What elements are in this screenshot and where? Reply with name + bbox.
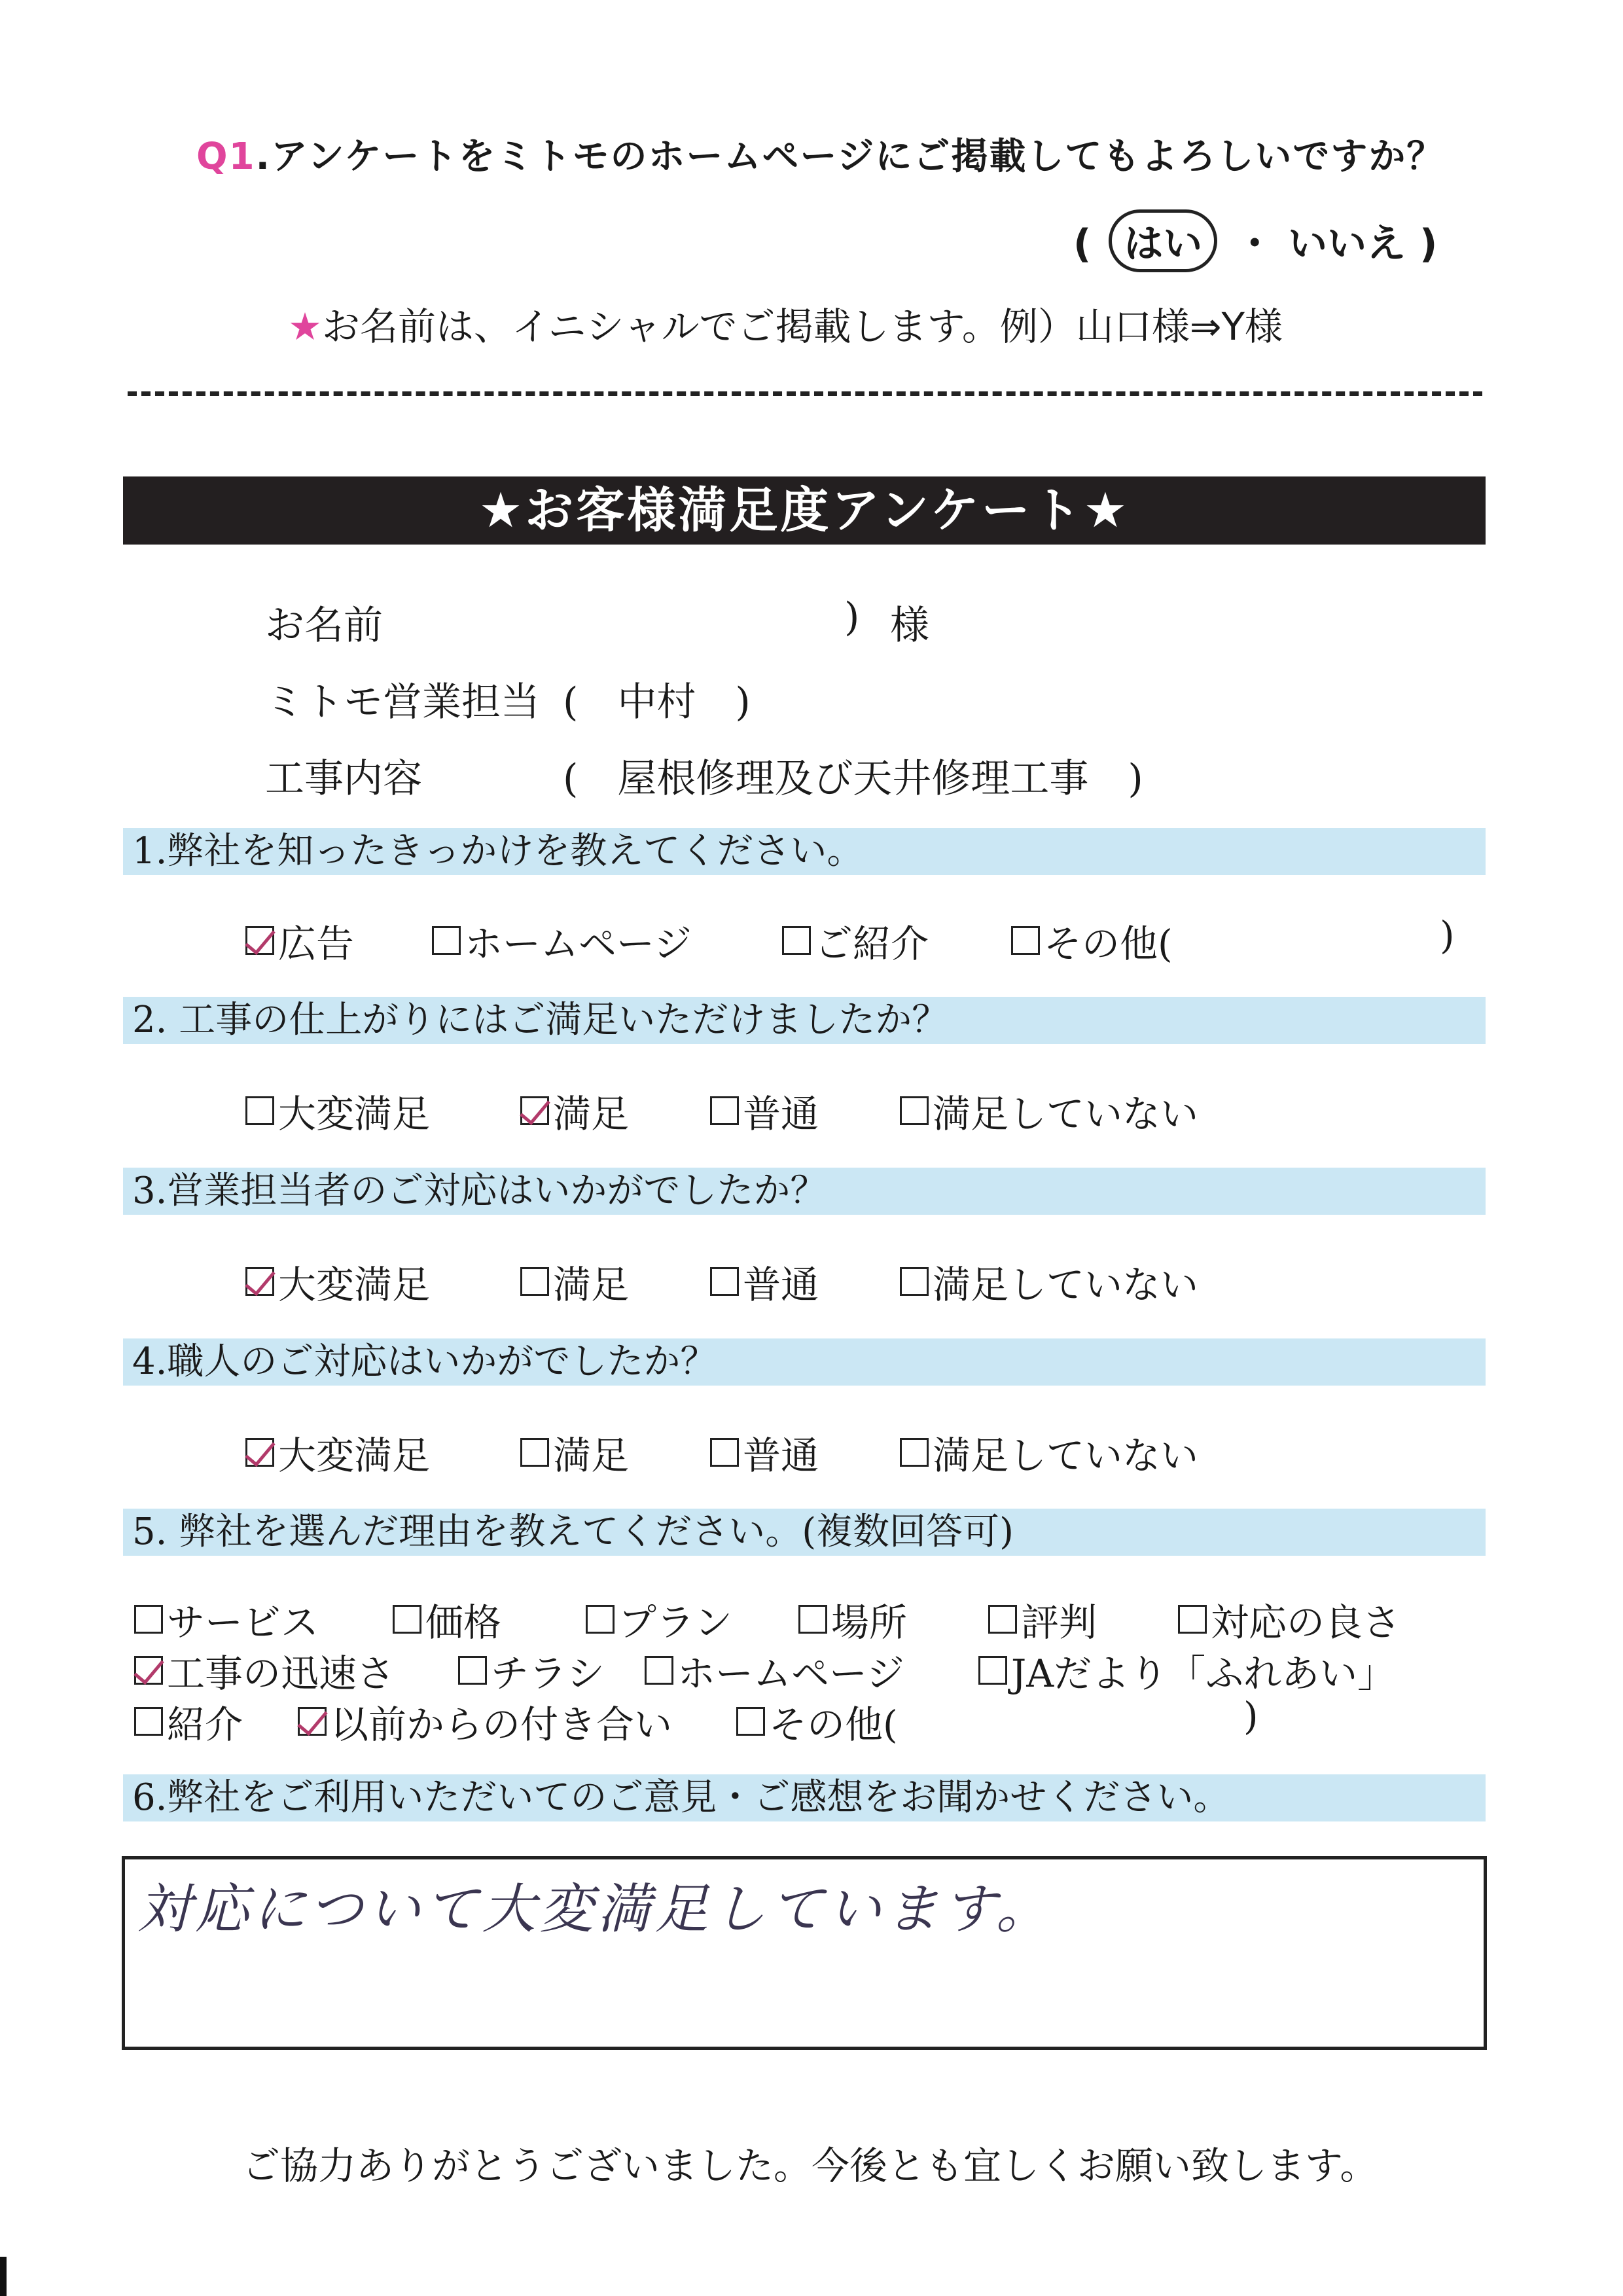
option-label: プラン	[618, 1600, 733, 1645]
option-label: ご紹介	[815, 922, 929, 966]
option-label: 評判	[1021, 1600, 1097, 1645]
option-label: サービス	[167, 1600, 319, 1645]
checkbox-checked[interactable]	[245, 1438, 274, 1467]
work-label: 工事内容	[265, 756, 422, 802]
q1-question	[196, 128, 1444, 180]
q1-separator: ・	[1235, 221, 1275, 267]
q1-close-paren: )	[1419, 221, 1438, 267]
q1-number: Q1	[196, 135, 256, 178]
q5-option-good-service[interactable]	[1178, 1592, 1400, 1647]
checkbox[interactable]	[710, 1096, 739, 1125]
checkbox-checked[interactable]	[245, 1267, 274, 1296]
option-label: 満足	[553, 1092, 630, 1136]
checkbox-checked[interactable]	[298, 1707, 327, 1736]
q5-option-price[interactable]	[393, 1592, 501, 1647]
cut-line	[128, 391, 1482, 396]
q5-option-referral[interactable]	[134, 1694, 243, 1749]
checkbox[interactable]	[710, 1267, 739, 1296]
checkbox[interactable]	[900, 1096, 929, 1125]
checkbox[interactable]	[798, 1605, 827, 1634]
checkbox[interactable]	[710, 1438, 739, 1467]
q5-option-location[interactable]	[798, 1592, 907, 1647]
q1-option-other[interactable]	[1011, 913, 1173, 968]
staff-value: ( 中村 )	[563, 679, 751, 725]
q1-no-option[interactable]: いいえ	[1288, 221, 1406, 267]
scan-edge-mark	[0, 2257, 7, 2296]
q5-option-speed[interactable]	[134, 1643, 395, 1698]
checkbox[interactable]	[134, 1707, 163, 1736]
option-label: 以前からの付き合い	[330, 1702, 673, 1747]
checkbox[interactable]	[586, 1605, 615, 1634]
option-label: 工事の迅速さ	[167, 1651, 395, 1696]
q3-option-not-satisfied[interactable]	[900, 1254, 1198, 1309]
q1-yes-option[interactable]: はい	[1109, 209, 1217, 272]
question-5: 5. 弊社を選んだ理由を教えてください。(複数回答可)	[123, 1509, 1486, 1556]
thank-you-message: ご協力ありがとうございました。今後とも宜しくお願い致します。	[242, 2144, 1378, 2188]
checkbox-checked[interactable]	[520, 1096, 549, 1125]
checkbox[interactable]	[520, 1438, 549, 1467]
q3-option-very-satisfied[interactable]	[245, 1254, 430, 1309]
checkbox[interactable]	[432, 926, 461, 955]
q5-other-close: )	[1243, 1694, 1258, 1738]
q1-text: .アンケートをミトモのホームページにご掲載してもよろしいですか？	[255, 135, 1445, 178]
checkbox[interactable]	[645, 1656, 673, 1685]
initials-note	[288, 296, 1283, 351]
q4-option-satisfied[interactable]	[520, 1425, 629, 1480]
checkbox[interactable]	[458, 1656, 487, 1685]
checkbox[interactable]	[245, 1096, 274, 1125]
q5-option-service[interactable]	[134, 1592, 319, 1647]
checkbox[interactable]	[988, 1605, 1017, 1634]
q1-option-homepage[interactable]	[432, 913, 692, 968]
q1-option-referral[interactable]	[782, 913, 929, 968]
option-label: 満足していない	[933, 1433, 1199, 1478]
option-label: 大変満足	[278, 1092, 431, 1136]
checkbox[interactable]	[900, 1267, 929, 1296]
q5-option-homepage[interactable]	[645, 1643, 904, 1698]
q5-option-flyer[interactable]	[458, 1643, 605, 1698]
option-label: 満足	[553, 1433, 630, 1478]
option-label: 広告	[278, 922, 355, 966]
checkbox[interactable]	[520, 1267, 549, 1296]
option-label: 対応の良さ	[1211, 1600, 1401, 1645]
option-label: 場所	[831, 1600, 908, 1645]
q1-other-close: )	[1440, 913, 1455, 958]
option-label: チラシ	[491, 1651, 605, 1696]
q5-option-plan[interactable]	[586, 1592, 732, 1647]
option-label: ホームページ	[465, 922, 692, 966]
survey-title: ★お客様満足度アンケート★	[123, 476, 1486, 545]
checkbox[interactable]	[736, 1707, 765, 1736]
checkbox[interactable]	[393, 1605, 421, 1634]
q2-option-average[interactable]	[710, 1083, 819, 1138]
initials-note-text: お名前は、イニシャルでご掲載します。例）山口様⇒Y様	[322, 304, 1283, 349]
option-label: 満足	[553, 1263, 630, 1307]
option-label: 価格	[425, 1600, 502, 1645]
q5-option-ja-newsletter[interactable]	[978, 1643, 1395, 1698]
star-icon: ★	[288, 304, 322, 349]
staff-label: ミトモ営業担当	[265, 679, 540, 725]
option-label: 紹介	[167, 1702, 243, 1747]
work-value: ( 屋根修理及び天井修理工事 )	[563, 756, 1143, 802]
checkbox-checked[interactable]	[245, 926, 274, 955]
q2-option-very-satisfied[interactable]	[245, 1083, 430, 1138]
q4-option-not-satisfied[interactable]	[900, 1425, 1198, 1480]
question-4: 4.職人のご対応はいかがでしたか？	[123, 1338, 1486, 1386]
question-1: 1.弊社を知ったきっかけを教えてください。	[123, 828, 1486, 875]
question-2: 2. 工事の仕上がりにはご満足いただけましたか？	[123, 997, 1486, 1044]
option-label: その他(	[1044, 922, 1173, 966]
q4-option-average[interactable]	[710, 1425, 819, 1480]
option-label: ホームページ	[677, 1651, 904, 1696]
q4-option-very-satisfied[interactable]	[245, 1425, 430, 1480]
q3-option-satisfied[interactable]	[520, 1254, 629, 1309]
q2-option-not-satisfied[interactable]	[900, 1083, 1198, 1138]
q1-option-ad[interactable]	[245, 913, 354, 968]
q5-option-reputation[interactable]	[988, 1592, 1097, 1647]
name-label: お名前	[265, 603, 383, 649]
q5-option-prior-relationship[interactable]	[298, 1694, 672, 1749]
option-label: 普通	[743, 1092, 819, 1136]
name-suffix: 様	[890, 603, 929, 649]
option-label: 普通	[743, 1433, 819, 1478]
checkbox[interactable]	[782, 926, 811, 955]
handwritten-comment: 対応について大変満足しています。	[137, 1878, 1054, 1941]
q1-answer	[1073, 209, 1437, 272]
option-label: JAだより「ふれあい」	[1011, 1651, 1396, 1696]
checkbox[interactable]	[1011, 926, 1040, 955]
checkbox-checked[interactable]	[134, 1656, 163, 1685]
checkbox[interactable]	[1178, 1605, 1207, 1634]
q1-open-paren: (	[1073, 221, 1092, 267]
option-label: 大変満足	[278, 1433, 431, 1478]
option-label: 満足していない	[933, 1263, 1199, 1307]
checkbox[interactable]	[978, 1656, 1007, 1685]
option-label: 大変満足	[278, 1263, 431, 1307]
q5-option-other[interactable]	[736, 1694, 898, 1749]
q2-option-satisfied[interactable]	[520, 1083, 629, 1138]
option-label: 普通	[743, 1263, 819, 1307]
option-label: 満足していない	[933, 1092, 1199, 1136]
checkbox[interactable]	[900, 1438, 929, 1467]
q3-option-average[interactable]	[710, 1254, 819, 1309]
question-6: 6.弊社をご利用いただいてのご意見・ご感想をお聞かせください。	[123, 1774, 1486, 1821]
name-close-paren: )	[844, 594, 860, 640]
option-label: その他(	[769, 1702, 898, 1747]
checkbox[interactable]	[134, 1605, 163, 1634]
question-3: 3.営業担当者のご対応はいかがでしたか？	[123, 1168, 1486, 1215]
